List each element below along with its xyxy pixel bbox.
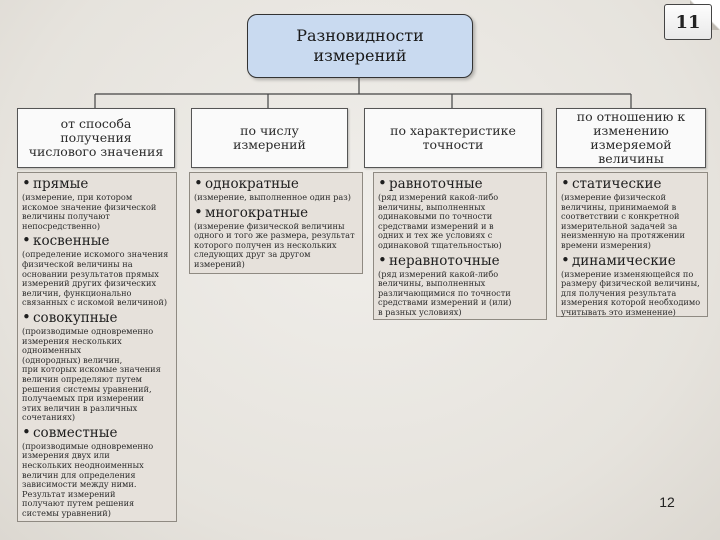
item-term: • прямые xyxy=(22,177,172,192)
item-term: • совокупные xyxy=(22,311,172,326)
title-line-1: Разновидности xyxy=(296,26,424,45)
item-description: (измерение физической величины, принимаемой в соответствии с конкретной измерительной задачей за неизменную на протяжении времени измерения) xyxy=(561,192,685,250)
item-term: • динамические xyxy=(561,254,703,269)
page-number-badge: 11 xyxy=(664,4,712,40)
item-term: • косвенные xyxy=(22,234,172,249)
category-box-accuracy xyxy=(364,108,542,168)
slide-number: 12 xyxy=(659,494,675,510)
items-panel-method xyxy=(17,172,177,522)
item-description: (производимые одновременно измерения двух или нескольких неодноименных величин для определения зависимости между ними. Результат измерений получают путем решения системы уравнений) xyxy=(22,440,154,519)
title-line-2: измерений xyxy=(313,46,407,65)
item-term: • статические xyxy=(561,177,703,192)
item-description: (измерение, выполненное один раз) xyxy=(194,192,351,202)
item-description: (измерение, при котором искомое значение физической величины получают непосредственно) xyxy=(22,192,157,231)
item-term: • равноточные xyxy=(378,177,542,192)
items-panel-change xyxy=(556,172,708,317)
category-label: по отношению к изменению измеряемой величины xyxy=(576,109,686,166)
item-term: • однократные xyxy=(194,177,358,192)
item-description: (измерение физической величины одного и того же размера, результат которого получен из нескольких следующих друг за другом измерений) xyxy=(194,220,355,269)
item-term: • многократные xyxy=(194,206,358,221)
category-box-change xyxy=(556,108,706,168)
item-term: • совместные xyxy=(22,426,172,441)
item-term: • неравноточные xyxy=(378,254,542,269)
category-box-count xyxy=(191,108,348,168)
items-panel-count xyxy=(189,172,363,274)
category-label: по числу измерений xyxy=(233,123,306,152)
item-description: (измерение изменяющейся по размеру физической величины, для получения результата измерения которой необходимо учитывать это изменение) xyxy=(561,268,701,317)
item-description: (производимые одновременно измерения нескольких одноименных (однородных) величин, при которых искомые значения величин определяют путем решения системы уравнений, получаемых при измерении этих величин в различных сочетаниях) xyxy=(22,325,161,423)
item-description: (определение искомого значения физической величины на основании результатов прямых измерений других физических величин, функционально связанных с искомой величиной) xyxy=(22,249,169,308)
item-description: (ряд измерений какой-либо величины, выполненных одинаковыми по точности средствами измерений и в одних и тех же условиях с одинаковой тщательностью) xyxy=(378,192,502,250)
category-label: от способа получения числового значения xyxy=(28,116,164,159)
items-panel-accuracy xyxy=(373,172,547,320)
category-box-method xyxy=(17,108,175,168)
item-description: (ряд измерений какой-либо величины, выполненных различающимися по точности средствами измерений и (или) в разных условиях) xyxy=(378,268,512,317)
category-label: по характеристике точности xyxy=(390,123,516,152)
